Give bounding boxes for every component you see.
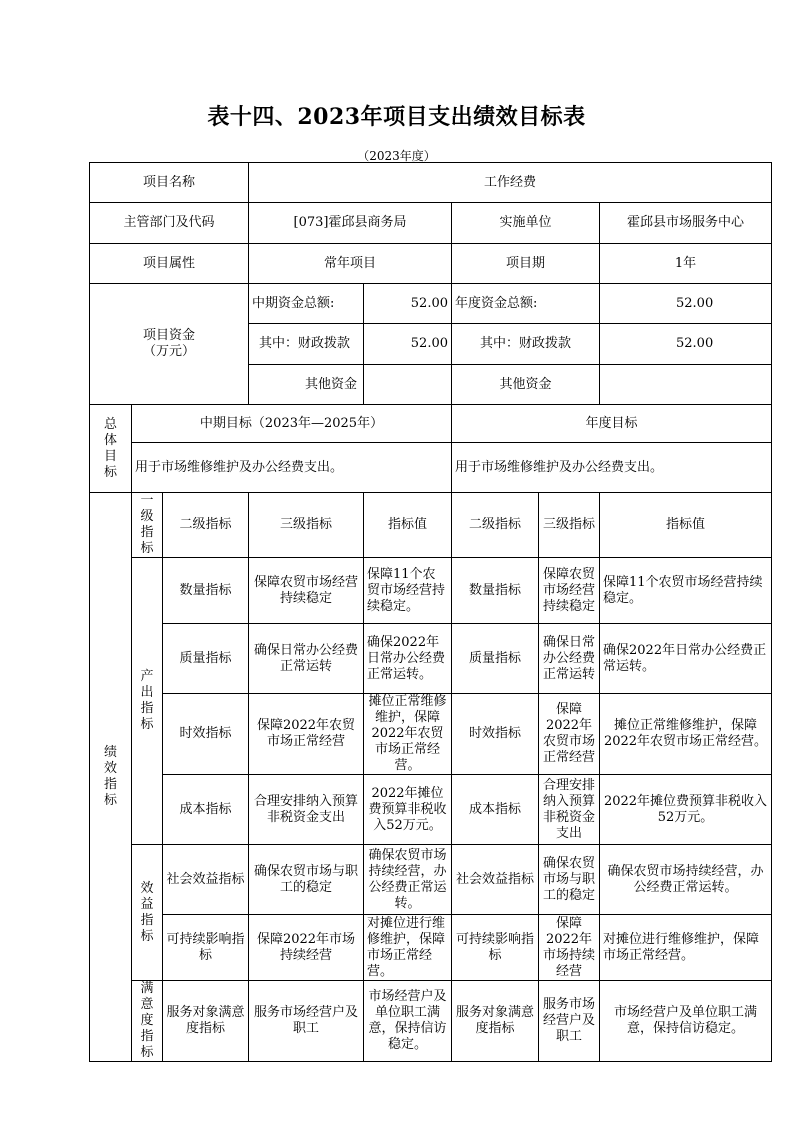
label-mid-goal: 中期目标（2023年—2025年） bbox=[132, 405, 452, 443]
value-annual-total: 52.00 bbox=[600, 284, 772, 324]
l3: 保障农贸市场经营持续稳定 bbox=[249, 558, 364, 624]
indicator-value: 保障11个农贸市场经营持续稳定。 bbox=[364, 558, 452, 624]
annual-l2: 社会效益指标 bbox=[452, 845, 539, 915]
annual-l2: 质量指标 bbox=[452, 624, 539, 694]
label-satisfaction: 满意 度 指标 bbox=[132, 981, 163, 1062]
annual-l3: 保障2022年农贸市场正常经营 bbox=[539, 694, 600, 775]
annual-l3: 合理安排纳入预算非税资金支出 bbox=[539, 775, 600, 845]
annual-indicator-value: 2022年摊位费预算非税收入52万元。 bbox=[600, 775, 772, 845]
annual-indicator-value: 摊位正常维修维护，保障2022年农贸市场正常经营。 bbox=[600, 694, 772, 775]
value-annual-goal: 用于市场维修维护及办公经费支出。 bbox=[452, 443, 772, 493]
row-fund-total bbox=[90, 284, 772, 324]
label-lvl1: 一级 指标 bbox=[132, 493, 163, 558]
annual-indicator-value: 市场经营户及单位职工满意，保持信访稳定。 bbox=[600, 981, 772, 1062]
label-annual-fiscal: 其中：财政拨款 bbox=[452, 324, 600, 365]
annual-indicator-value: 保障11个农贸市场经营持续稳定。 bbox=[600, 558, 772, 624]
label-project-attr: 项目属性 bbox=[90, 244, 249, 284]
label-impl-unit: 实施单位 bbox=[452, 203, 600, 244]
row-goal-text bbox=[90, 443, 772, 493]
label-annual-goal: 年度目标 bbox=[452, 405, 772, 443]
row-attr bbox=[90, 244, 772, 284]
label-output: 产 出 指 标 bbox=[132, 558, 163, 845]
label-fund: 项目资金 （万元） bbox=[90, 284, 249, 405]
l3: 合理安排纳入预算非税资金支出 bbox=[249, 775, 364, 845]
annual-indicator-value: 对摊位进行维修维护，保障市场正常经营。 bbox=[600, 915, 772, 981]
annual-l2: 可持续影响指标 bbox=[452, 915, 539, 981]
label-annual-total: 年度资金总额: bbox=[452, 284, 600, 324]
annual-indicator-value: 确保2022年日常办公经费正常运转。 bbox=[600, 624, 772, 694]
l2: 数量指标 bbox=[163, 558, 249, 624]
indicator-value: 确保农贸市场持续经营，办公经费正常运转。 bbox=[364, 845, 452, 915]
label-mid-other: 其他资金 bbox=[249, 365, 364, 405]
l2: 服务对象满意度指标 bbox=[163, 981, 249, 1062]
value-project-period: 1年 bbox=[600, 244, 772, 284]
label-ind-val: 指标值 bbox=[364, 493, 452, 558]
annual-l2: 成本指标 bbox=[452, 775, 539, 845]
l3: 确保农贸市场与职工的稳定 bbox=[249, 845, 364, 915]
row-goal-header bbox=[90, 405, 772, 443]
table-row bbox=[90, 845, 772, 915]
indicator-value: 市场经营户及单位职工满意，保持信访稳定。 bbox=[364, 981, 452, 1062]
row-project-name bbox=[90, 163, 772, 203]
table-row bbox=[90, 694, 772, 775]
indicator-value: 摊位正常维修维护，保障2022年农贸市场正常经营。 bbox=[364, 694, 452, 775]
label-lvl3: 三级指标 bbox=[249, 493, 364, 558]
value-project-attr: 常年项目 bbox=[249, 244, 452, 284]
l3: 保障2022年农贸市场正常经营 bbox=[249, 694, 364, 775]
row-indicator-header bbox=[90, 493, 772, 558]
value-impl-unit: 霍邱县市场服务中心 bbox=[600, 203, 772, 244]
annual-l3: 确保日常办公经费正常运转 bbox=[539, 624, 600, 694]
label-project-period: 项目期 bbox=[452, 244, 600, 284]
value-annual-other bbox=[600, 365, 772, 405]
table-row bbox=[90, 624, 772, 694]
label-annual-lvl2: 二级指标 bbox=[452, 493, 539, 558]
table-row bbox=[90, 775, 772, 845]
label-dept-code: 主管部门及代码 bbox=[90, 203, 249, 244]
value-mid-goal: 用于市场维修维护及办公经费支出。 bbox=[132, 443, 452, 493]
l2: 可持续影响指标 bbox=[163, 915, 249, 981]
l3: 确保日常办公经费正常运转 bbox=[249, 624, 364, 694]
table-row bbox=[90, 981, 772, 1062]
row-dept bbox=[90, 203, 772, 244]
performance-table bbox=[89, 162, 772, 1062]
indicator-value: 对摊位进行维修维护，保障市场正常经营。 bbox=[364, 915, 452, 981]
label-annual-other: 其他资金 bbox=[452, 365, 600, 405]
l2: 质量指标 bbox=[163, 624, 249, 694]
table-row bbox=[90, 915, 772, 981]
annual-l2: 时效指标 bbox=[452, 694, 539, 775]
value-mid-other bbox=[364, 365, 452, 405]
indicator-value: 确保2022年日常办公经费正常运转。 bbox=[364, 624, 452, 694]
label-mid-fiscal: 其中：财政拨款 bbox=[249, 324, 364, 365]
year-label: （2023年度） bbox=[357, 149, 436, 163]
value-dept-code: [073]霍邱县商务局 bbox=[249, 203, 452, 244]
label-project-name: 项目名称 bbox=[90, 163, 249, 203]
l3: 保障2022年市场持续经营 bbox=[249, 915, 364, 981]
label-perf-indicators: 绩 效 指 标 bbox=[90, 493, 132, 1062]
label-annual-ind-val: 指标值 bbox=[600, 493, 772, 558]
l2: 时效指标 bbox=[163, 694, 249, 775]
annual-indicator-value: 确保农贸市场持续经营，办公经费正常运转。 bbox=[600, 845, 772, 915]
page-title: 表十四、2023年项目支出绩效目标表 bbox=[207, 104, 586, 130]
value-mid-fiscal: 52.00 bbox=[364, 324, 452, 365]
annual-l3: 确保农贸市场与职工的稳定 bbox=[539, 845, 600, 915]
value-project-name: 工作经费 bbox=[249, 163, 772, 203]
l2: 社会效益指标 bbox=[163, 845, 249, 915]
annual-l2: 数量指标 bbox=[452, 558, 539, 624]
annual-l3: 保障2022年市场持续经营 bbox=[539, 915, 600, 981]
value-mid-total: 52.00 bbox=[364, 284, 452, 324]
label-overall-goal: 总 体 目 标 bbox=[90, 405, 132, 493]
indicator-value: 2022年摊位费预算非税收入52万元。 bbox=[364, 775, 452, 845]
annual-l3: 保障农贸市场经营持续稳定 bbox=[539, 558, 600, 624]
label-mid-total: 中期资金总额: bbox=[249, 284, 364, 324]
l3: 服务市场经营户及职工 bbox=[249, 981, 364, 1062]
label-lvl2: 二级指标 bbox=[163, 493, 249, 558]
annual-l2: 服务对象满意度指标 bbox=[452, 981, 539, 1062]
l2: 成本指标 bbox=[163, 775, 249, 845]
label-benefit: 效 益 指 标 bbox=[132, 845, 163, 981]
value-annual-fiscal: 52.00 bbox=[600, 324, 772, 365]
table-row bbox=[90, 558, 772, 624]
label-annual-lvl3: 三级指标 bbox=[539, 493, 600, 558]
annual-l3: 服务市场经营户及职工 bbox=[539, 981, 600, 1062]
